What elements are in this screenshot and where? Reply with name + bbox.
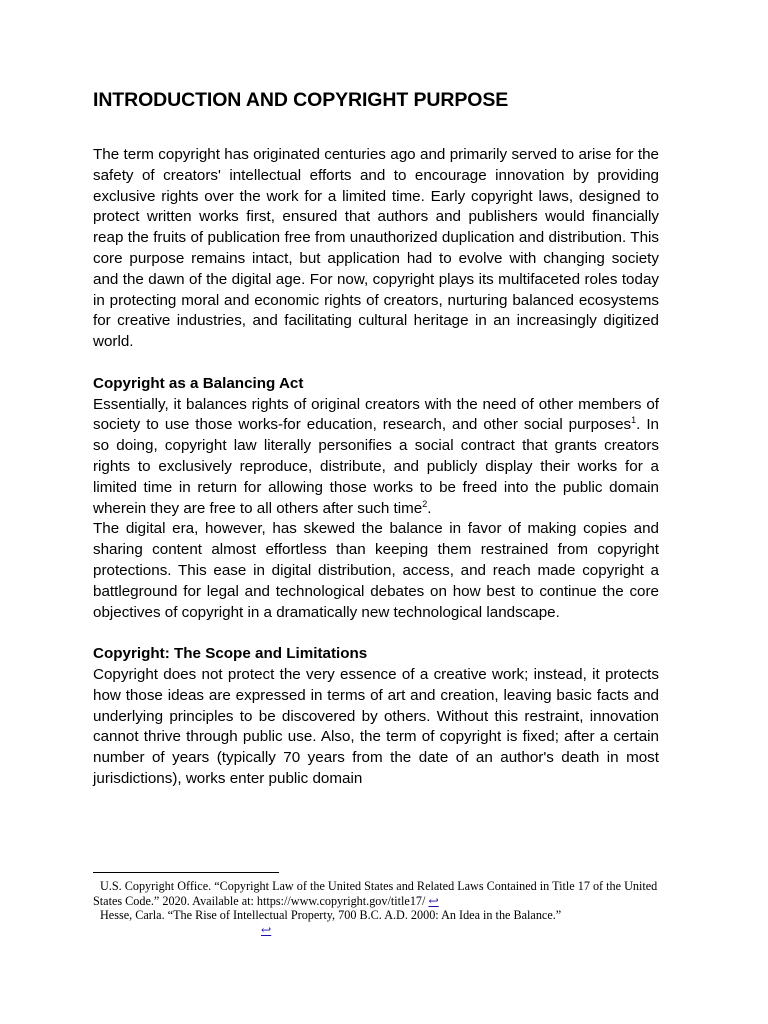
scope-limitations-paragraph: Copyright does not protect the very essence of a creative work; instead, it protects how those ideas are expressed in terms of art and creation, leaving basic facts and underlying principles to be discovered by others. Without this restraint, innovation cannot thrive through public use. Also, the term of copyright is fixed; after a certain number of years (typically 70 years from the date of an author's death in most jurisdictions), works enter public domain <box>93 665 659 787</box>
balancing-act-paragraph-2: The digital era, however, has skewed the balance in favor of making copies and sharing content almost effortless than keeping them restrained from copyright protections. This ease in digital distribution, access, and reach made copyright a battleground for legal and technological debates on how best to continue the core objectives of copyright in a dramatically new technological landscape. <box>93 520 659 621</box>
section-heading-balancing-act: Copyright as a Balancing Act <box>93 374 304 392</box>
page-title: INTRODUCTION AND COPYRIGHT PURPOSE <box>93 89 509 111</box>
footnote-1-text: U.S. Copyright Office. “Copyright Law of the United States and Related Laws Contained in Title 17 of the United States Code.” 2020. Available at: https://www.copyright.gov/title17/ <box>93 879 658 908</box>
footnote-2-text: Hesse, Carla. “The Rise of Intellectual Property, 700 B.C. A.D. 2000: An Idea in the Balance.” <box>100 908 562 922</box>
footnotes <box>93 879 673 937</box>
footnote-2-backlink-icon[interactable]: ↩ <box>261 922 272 937</box>
footnote-ref-2[interactable]: 2 <box>422 498 428 509</box>
balancing-act-text-1: Essentially, it balances rights of original creators with the need of other members of society to use those works-for education, research, and other social purposes <box>93 395 659 434</box>
footnote-ref-1[interactable]: 1 <box>631 415 637 426</box>
document-body <box>93 88 659 790</box>
intro-paragraph: The term copyright has originated centuries ago and primarily served to arise for the safety of creators' intellectual efforts and to encourage innovation by providing exclusive rights over the work for a limited time. Early copyright laws, designed to protect written works first, ensured that authors and publishers would financially reap the fruits of publication free from unauthorized duplication and distribution. This core purpose remains intact, but application had to evolve with changing society and the dawn of the digital age. For now, copyright plays its multifaceted roles today in protecting moral and economic rights of creators, nurturing balanced ecosystems for creative industries, and facilitating cultural heritage in an increasingly digitized world. <box>93 146 659 351</box>
balancing-act-text-3: . <box>427 499 432 517</box>
balancing-act-paragraph-1 <box>93 395 659 520</box>
footnote-divider <box>93 872 279 873</box>
footnote-2-backlink-row <box>93 923 673 938</box>
footnote-2 <box>93 908 673 923</box>
balancing-act-text-2: . In so doing, copyright law literally personifies a social contract that grants creators rights to exclusively reproduce, distribute, and publicly display their works for a limited time in return for allowing those works to be freed into the public domain wherein they are free to all others after such time <box>93 416 660 517</box>
footnote-1-backlink-icon[interactable]: ↩ <box>428 893 439 908</box>
footnote-1 <box>93 879 673 908</box>
section-heading-scope-limitations: Copyright: The Scope and Limitations <box>93 645 368 663</box>
